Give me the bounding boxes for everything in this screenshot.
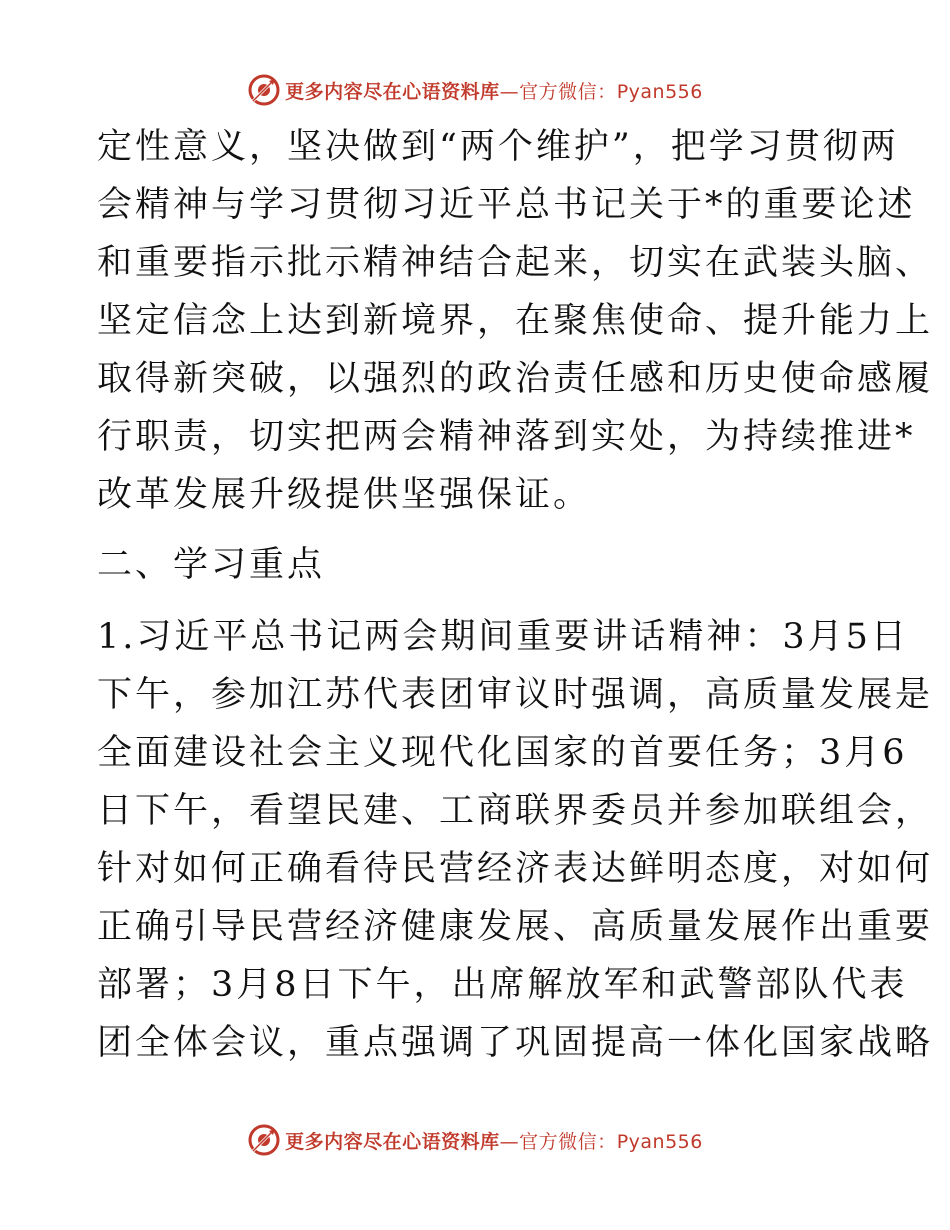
watermark-dash: — (499, 1130, 520, 1153)
text-line: 正确引导民营经济健康发展、高质量发展作出重要 (97, 907, 934, 947)
text-line: 全面建设社会主义现代化国家的首要任务；3月6 (97, 733, 908, 773)
text-line: 取得新突破，以强烈的政治责任感和历史使命感履 (97, 359, 934, 399)
text-line: 下午，参加江苏代表团审议时强调，高质量发展是 (97, 675, 934, 715)
watermark-text: 更多内容尽在心语资料库 (285, 1130, 500, 1153)
logo-icon (247, 73, 281, 107)
text-line: 日下午，看望民建、工商联界委员并参加联组会， (97, 791, 934, 831)
footer-watermark (0, 1120, 950, 1160)
watermark-dash: — (499, 80, 520, 103)
text-line: 部署；3月8日下午，出席解放军和武警部队代表 (97, 965, 908, 1005)
watermark-wechat-label: 官方微信： (519, 80, 617, 103)
watermark-text: 更多内容尽在心语资料库 (285, 80, 500, 103)
text-line: 定性意义，坚决做到“两个维护”，把学习贯彻两 (97, 127, 899, 167)
text-line: 改革发展升级提供坚强保证。 (97, 475, 592, 515)
header-watermark (0, 70, 950, 110)
text-line: 针对如何正确看待民营经济表达鲜明态度，对如何 (97, 849, 934, 889)
document-body (97, 118, 934, 1072)
watermark-account: Pyan556 (616, 1130, 703, 1153)
text-line: 1.习近平总书记两会期间重要讲话精神：3月5日 (97, 617, 909, 657)
watermark-account: Pyan556 (616, 80, 703, 103)
text-line: 行职责，切实把两会精神落到实处，为持续推进* (97, 417, 916, 457)
text-line: 坚定信念上达到新境界，在聚焦使命、提升能力上 (97, 301, 934, 341)
text-line: 会精神与学习贯彻习近平总书记关于*的重要论述 (97, 185, 916, 225)
text-line: 和重要指示批示精神结合起来，切实在武装头脑、 (97, 243, 934, 283)
section-heading: 二、学习重点 (97, 545, 326, 585)
logo-icon (247, 1123, 281, 1157)
watermark-wechat-label: 官方微信： (519, 1130, 617, 1153)
text-line: 团全体会议，重点强调了巩固提高一体化国家战略 (97, 1023, 934, 1063)
